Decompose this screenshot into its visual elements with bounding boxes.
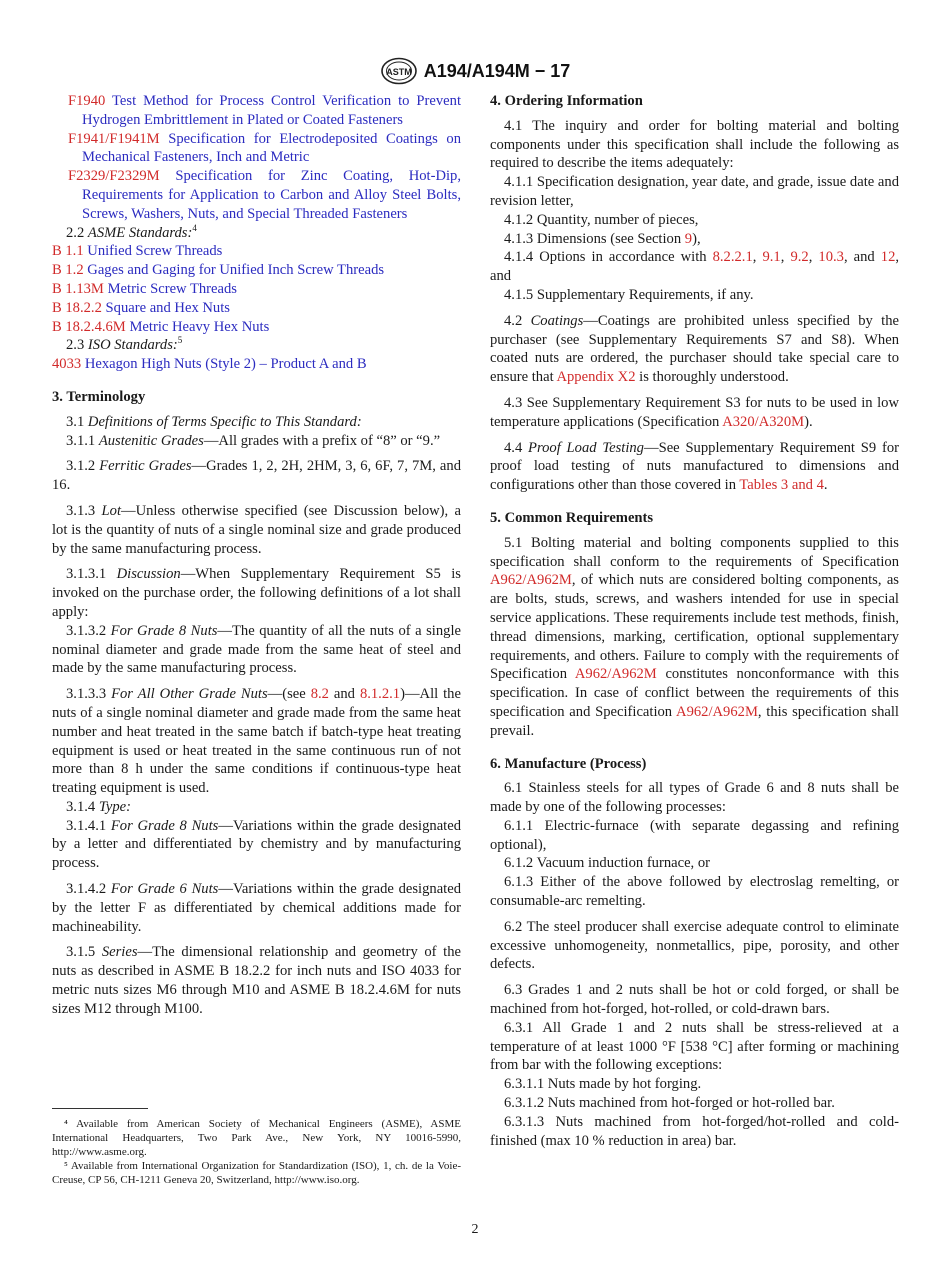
cross-ref-link[interactable]: A962/A962M [574,666,657,683]
right-column [490,92,899,1150]
ref-title-link[interactable]: Metric Screw Threads [107,280,237,297]
ref-code-link[interactable]: B 1.1 [52,243,84,260]
paragraph: 6.3.1.2 Nuts machined from hot-forged or hot-rolled bar. [504,1095,835,1112]
footnote-4: ⁴ Available from American Society of Mechanical Engineers (ASME), ASME International Headquarters, Two Park Ave., New York, NY 10016-5990, http://www.asme.org. [52,1118,461,1158]
paragraph: 6.1.1 Electric-furnace (with separate degassing and refining optional), [490,817,899,853]
ref-title-link[interactable]: Unified Screw Threads [87,243,223,260]
cross-ref-link[interactable]: A320/A320M [722,413,805,430]
ref-code-link[interactable]: B 18.2.2 [52,299,102,316]
paragraph: 4.3 See Supplementary Requirement S3 for nuts to be used in low temperature applications (Specification A320/A320M). [490,394,899,430]
cross-ref-link[interactable]: Appendix X2 [556,369,636,386]
page-number: 2 [471,1222,479,1237]
cross-ref-link[interactable]: Tables 3 and 4 [739,477,824,494]
ref-code-link[interactable]: 4033 [52,356,82,373]
cross-ref-link[interactable]: 9.2 [790,249,809,266]
ref-code-link[interactable]: B 18.2.4.6M [52,318,126,335]
paragraph: 6.1.2 Vacuum induction furnace, or [504,855,711,872]
page-header [0,57,950,90]
footnote-5: ⁵ Available from International Organization for Standardization (ISO), 1, ch. de la Voie-Creuse, CP 56, CH-1211 Geneva 20, Switzerland, http://www.iso.org. [52,1160,461,1186]
section-heading: 4. Ordering Information [490,93,643,109]
paragraph: 6.3 Grades 1 and 2 nuts shall be hot or cold forged, or shall be machined from hot-forged, hot-rolled, or cold-drawn bars. [490,982,899,1018]
ref-title-link[interactable]: Gages and Gaging for Unified Inch Screw Threads [87,262,385,279]
paragraph: 3.1.1 Austenitic Grades—All grades with a prefix of “8” or “9.” [66,432,441,449]
paragraph: 6.1.3 Either of the above followed by electroslag remelting, or consumable-arc remelting. [490,874,899,910]
paragraph: 3.1.3 Lot—Unless otherwise specified (see Discussion below), a lot is the quantity of nuts of a single nominal size and grade produced by the same manufacturing process. [52,502,461,557]
ref-code-link[interactable]: F1940 [68,93,106,109]
cross-ref-link[interactable]: A962/A962M [676,703,758,720]
paragraph: 3.1.4 Type: [66,798,131,815]
asme-standards-heading: 2.2 ASME Standards:$^4$ [66,222,197,241]
cross-ref-link[interactable]: 8.1.2.1 [359,686,401,703]
footnotes [52,1117,461,1187]
section-heading: 3. Terminology [52,388,146,405]
document-designation: A194/A194M − 17 [423,60,571,81]
ref-title-link[interactable]: Hexagon High Nuts (Style 2) – Product A and B [84,356,367,373]
ref-code-link[interactable]: B 1.13M [52,280,104,297]
cross-ref-link[interactable]: 10.3 [818,249,844,266]
paragraph: 3.1.3.2 For Grade 8 Nuts—The quantity of all the nuts of a single nominal diameter and grade made from the same heat of steel and made by the same manufacturing process. [52,622,461,677]
cross-ref-link[interactable]: 9 [684,230,693,247]
paragraph: 4.1 The inquiry and order for bolting material and bolting components under this specification shall include the following as required to describe the items adequately: [490,117,899,172]
astm-logo-icon [380,57,418,85]
ref-code-link[interactable]: F1941/F1941M [68,130,160,147]
ref-title-link[interactable]: Metric Heavy Hex Nuts [129,318,270,335]
paragraph: 4.1.4 Options in accordance with 8.2.2.1, 9.1, 9.2, 10.3, and 12, and [490,249,900,285]
section-heading: 5. Common Requirements [490,509,654,526]
paragraph: 4.1.5 Supplementary Requirements, if any. [504,286,754,303]
paragraph: 3.1 Definitions of Terms Specific to This Standard: [66,413,362,430]
svg-text:ASTM: ASTM [385,67,412,77]
paragraph: 6.2 The steel producer shall exercise adequate control to eliminate excessive unhomogeneity, nonmetallics, pipe, porosity, and other defects. [490,918,899,973]
cross-ref-link[interactable]: 9.1 [762,249,781,266]
cross-ref-link[interactable]: A962/A962M [490,572,572,589]
paragraph: 3.1.5 Series—The dimensional relationship and geometry of the nuts as described in ASME B 18.2.2 for inch nuts and ISO 4033 for metric nuts sizes M6 through M10 and ASME B 18.2.4.6M for nuts sizes M12 through M100. [52,944,461,1017]
left-column [52,92,461,1019]
iso-standards-heading: 2.3 ISO Standards:$^5$ [66,335,183,354]
paragraph: 5.1 Bolting material and bolting components supplied to this specification shall conform to the requirements of Specification A962/A962M, of which nuts are considered bolting components, as are bolts, studs, screws, and washers intended for use in special service applications. These requirements include test methods, finish, thread dimensions, marking, certification, optional supplementary requirements, and others. Failure to comply with the requirements of Specification A962/A962M constitutes nonconformance with this specification. In case of conflict between the requirements of this specification and Specification A962/A962M, this specification shall prevail. [490,534,899,739]
paragraph: 3.1.4.1 For Grade 8 Nuts—Variations within the grade designated by a letter and differentiated by chemistry and by manufacturing process. [52,817,461,872]
footnote-divider [52,1108,148,1109]
ref-code-link[interactable]: F2329/F2329M [68,168,160,185]
ref-title-link[interactable]: Specification for Zinc Coating, Hot-Dip, Requirements for Application to Carbon and Alloy Steel Bolts, Screws, Washers, Nuts, and Special Threaded Fasteners [82,168,462,222]
paragraph: 4.1.1 Specification designation, year date, and grade, issue date and revision letter, [490,174,899,209]
paragraph: 3.1.2 Ferritic Grades—Grades 1, 2, 2H, 2HM, 3, 6, 6F, 7, 7M, and 16. [52,458,461,494]
paragraph: 6.1 Stainless steels for all types of Grade 6 and 8 nuts shall be made by one of the following processes: [490,780,899,816]
paragraph: 3.1.3.1 Discussion—When Supplementary Requirement S5 is invoked on the purchase order, the following definitions of a lot shall apply: [52,566,461,620]
cross-ref-link[interactable]: 12 [880,249,896,266]
ref-title-link[interactable]: Specification for Electrodeposited Coatings on Mechanical Fasteners, Inch and Metric [82,130,461,166]
section-heading: 6. Manufacture (Process) [490,755,647,772]
cross-ref-link[interactable]: 8.2.2.1 [712,249,753,266]
cross-ref-link[interactable]: 8.2 [310,686,329,703]
paragraph: 6.3.1 All Grade 1 and 2 nuts shall be stress-relieved at a temperature of at least 1000 °F [538 °C] after forming or machining from bar with the following exceptions: [490,1019,899,1074]
ref-code-link[interactable]: B 1.2 [52,262,84,279]
paragraph: 4.1.2 Quantity, number of pieces, [504,211,699,228]
ref-title-link[interactable]: Test Method for Process Control Verification to Prevent Hydrogen Embrittlement in Plated or Coated Fasteners [82,93,461,128]
paragraph: 3.1.4.2 For Grade 6 Nuts—Variations within the grade designated by the letter F as differentiated by chemical additions made for machineability. [52,881,461,935]
paragraph: 6.3.1.1 Nuts made by hot forging. [504,1076,702,1093]
paragraph: 4.1.3 Dimensions (see Section 9), [504,230,701,247]
paragraph: 4.4 Proof Load Testing—See Supplementary Requirement S9 for proof load testing of nuts manufactured to dimensions and configurations other than those covered in Tables 3 and 4. [490,439,899,494]
paragraph: 4.2 Coatings—Coatings are prohibited unless specified by the purchaser (see Supplementary Requirements S7 and S8). When coated nuts are ordered, the purchaser should take special care to ensure that Appendix X2 is thoroughly understood. [490,312,899,386]
paragraph: 3.1.3.3 For All Other Grade Nuts—(see 8.2 and 8.1.2.1)—All the nuts of a single nominal diameter and grade made from the same heat number and heat treated in the same batch if batch-type heat treating equipment is used or heat treated in the same continuous run of not more than 8 h under the same conditions if continuous-type heat treating equipment is used. [52,686,461,797]
ref-title-link[interactable]: Square and Hex Nuts [105,299,230,316]
paragraph: 6.3.1.3 Nuts machined from hot-forged/hot-rolled and cold-finished (max 10 % reduction in area) bar. [490,1113,899,1149]
